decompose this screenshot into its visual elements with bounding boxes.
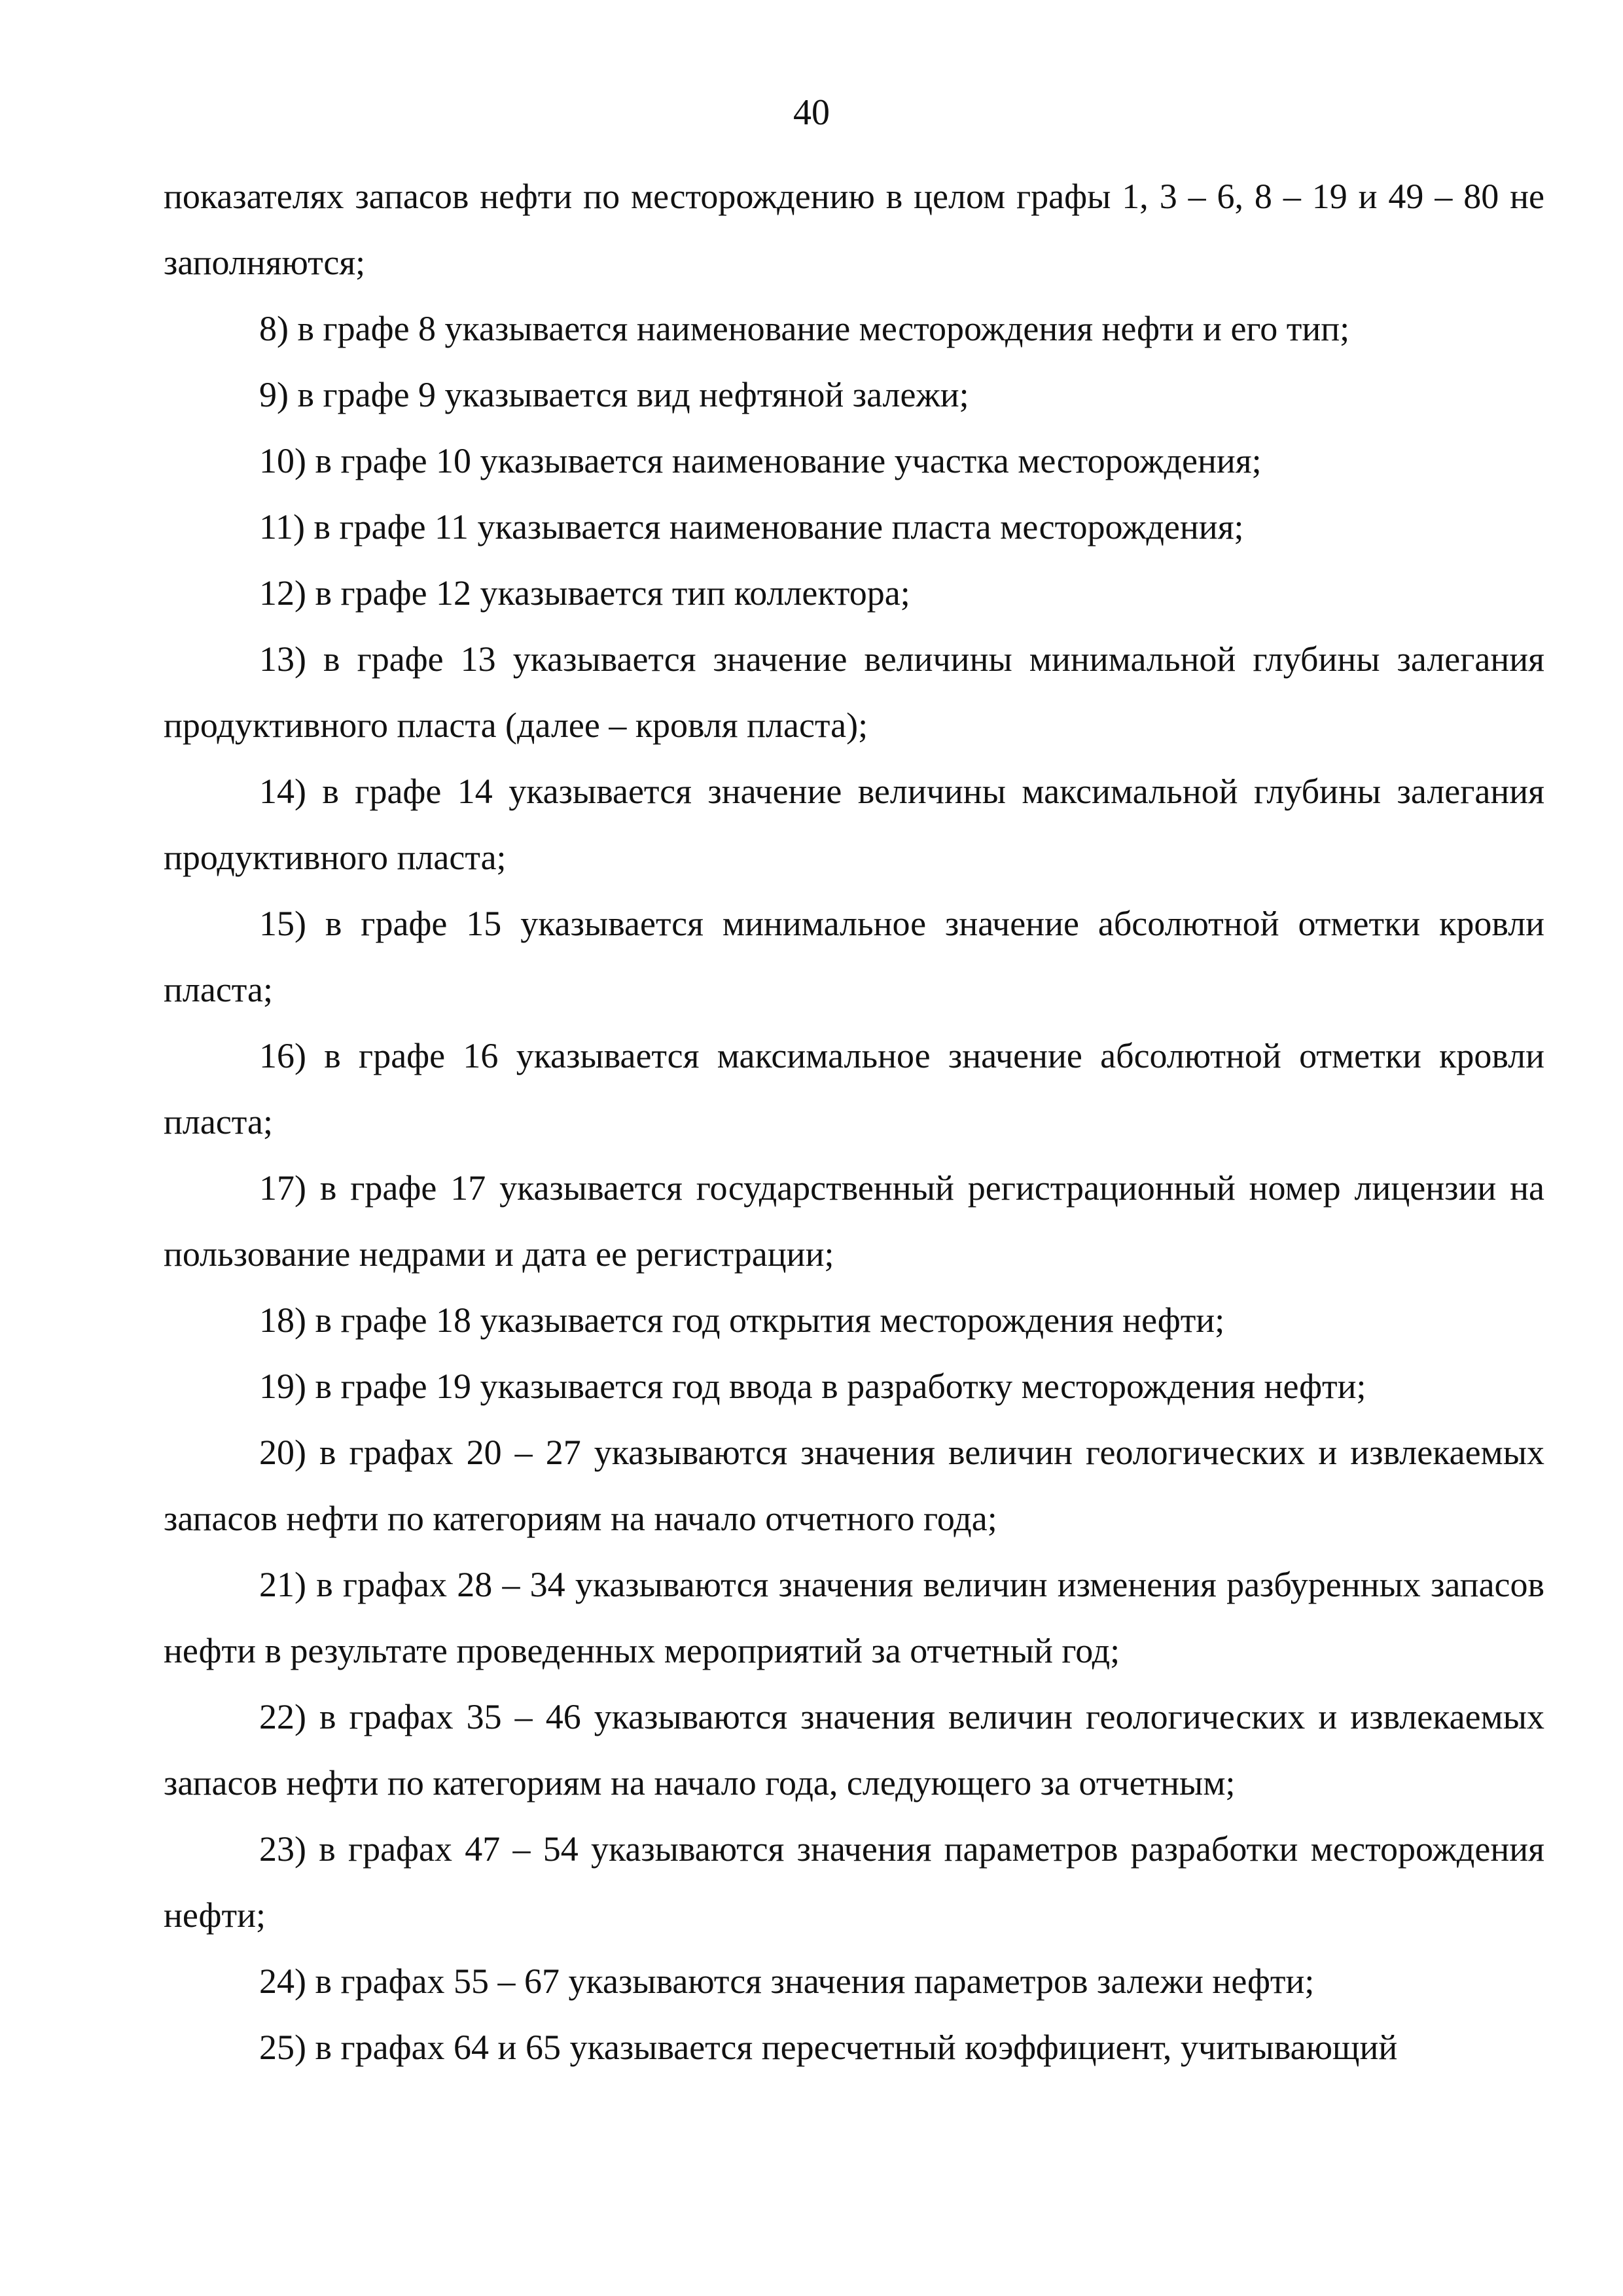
paragraph: 16) в графе 16 указывается максимальное значение абсолютной отметки кровли пласта; [164, 1036, 1544, 1141]
paragraph: 13) в графе 13 указывается значение величины минимальной глубины залегания продуктивного пласта (далее – кровля пласта); [164, 639, 1544, 745]
paragraph: 14) в графе 14 указывается значение величины максимальной глубины залегания продуктивного пласта; [164, 772, 1544, 877]
paragraph: 21) в графах 28 – 34 указываются значения величин изменения разбуренных запасов нефти в результате проведенных мероприятий за отчетный год; [164, 1565, 1544, 1670]
paragraph: 8) в графе 8 указывается наименование месторождения нефти и его тип; [259, 309, 1350, 348]
paragraph: 11) в графе 11 указывается наименование пласта месторождения; [259, 507, 1244, 547]
paragraph: 15) в графе 15 указывается минимальное значение абсолютной отметки кровли пласта; [164, 904, 1544, 1009]
paragraph: 10) в графе 10 указывается наименование участка месторождения; [259, 441, 1262, 480]
document-body [164, 164, 1544, 2081]
paragraph: 22) в графах 35 – 46 указываются значения величин геологических и извлекаемых запасов нефти по категориям на начало года, следующего за отчетным; [164, 1697, 1544, 1803]
paragraph: 17) в графе 17 указывается государственный регистрационный номер лицензии на пользование недрами и дата ее регистрации; [164, 1168, 1544, 1274]
paragraph: 24) в графах 55 – 67 указываются значения параметров залежи нефти; [259, 1962, 1315, 2001]
paragraph: 12) в графе 12 указывается тип коллектора; [259, 573, 910, 613]
page-number: 40 [793, 92, 830, 133]
paragraph: 9) в графе 9 указывается вид нефтяной залежи; [259, 375, 969, 414]
paragraph: 23) в графах 47 – 54 указываются значения параметров разработки месторождения нефти; [164, 1829, 1544, 1935]
paragraph: показателях запасов нефти по месторождению в целом графы 1, 3 – 6, 8 – 19 и 49 – 80 не заполняются; [164, 177, 1544, 282]
paragraph: 20) в графах 20 – 27 указываются значения величин геологических и извлекаемых запасов нефти по категориям на начало отчетного года; [164, 1433, 1544, 1538]
paragraph: 19) в графе 19 указывается год ввода в разработку месторождения нефти; [259, 1367, 1366, 1406]
paragraph: 18) в графе 18 указывается год открытия месторождения нефти; [259, 1300, 1225, 1340]
paragraph: 25) в графах 64 и 65 указывается пересчетный коэффициент, учитывающий [259, 2028, 1398, 2067]
